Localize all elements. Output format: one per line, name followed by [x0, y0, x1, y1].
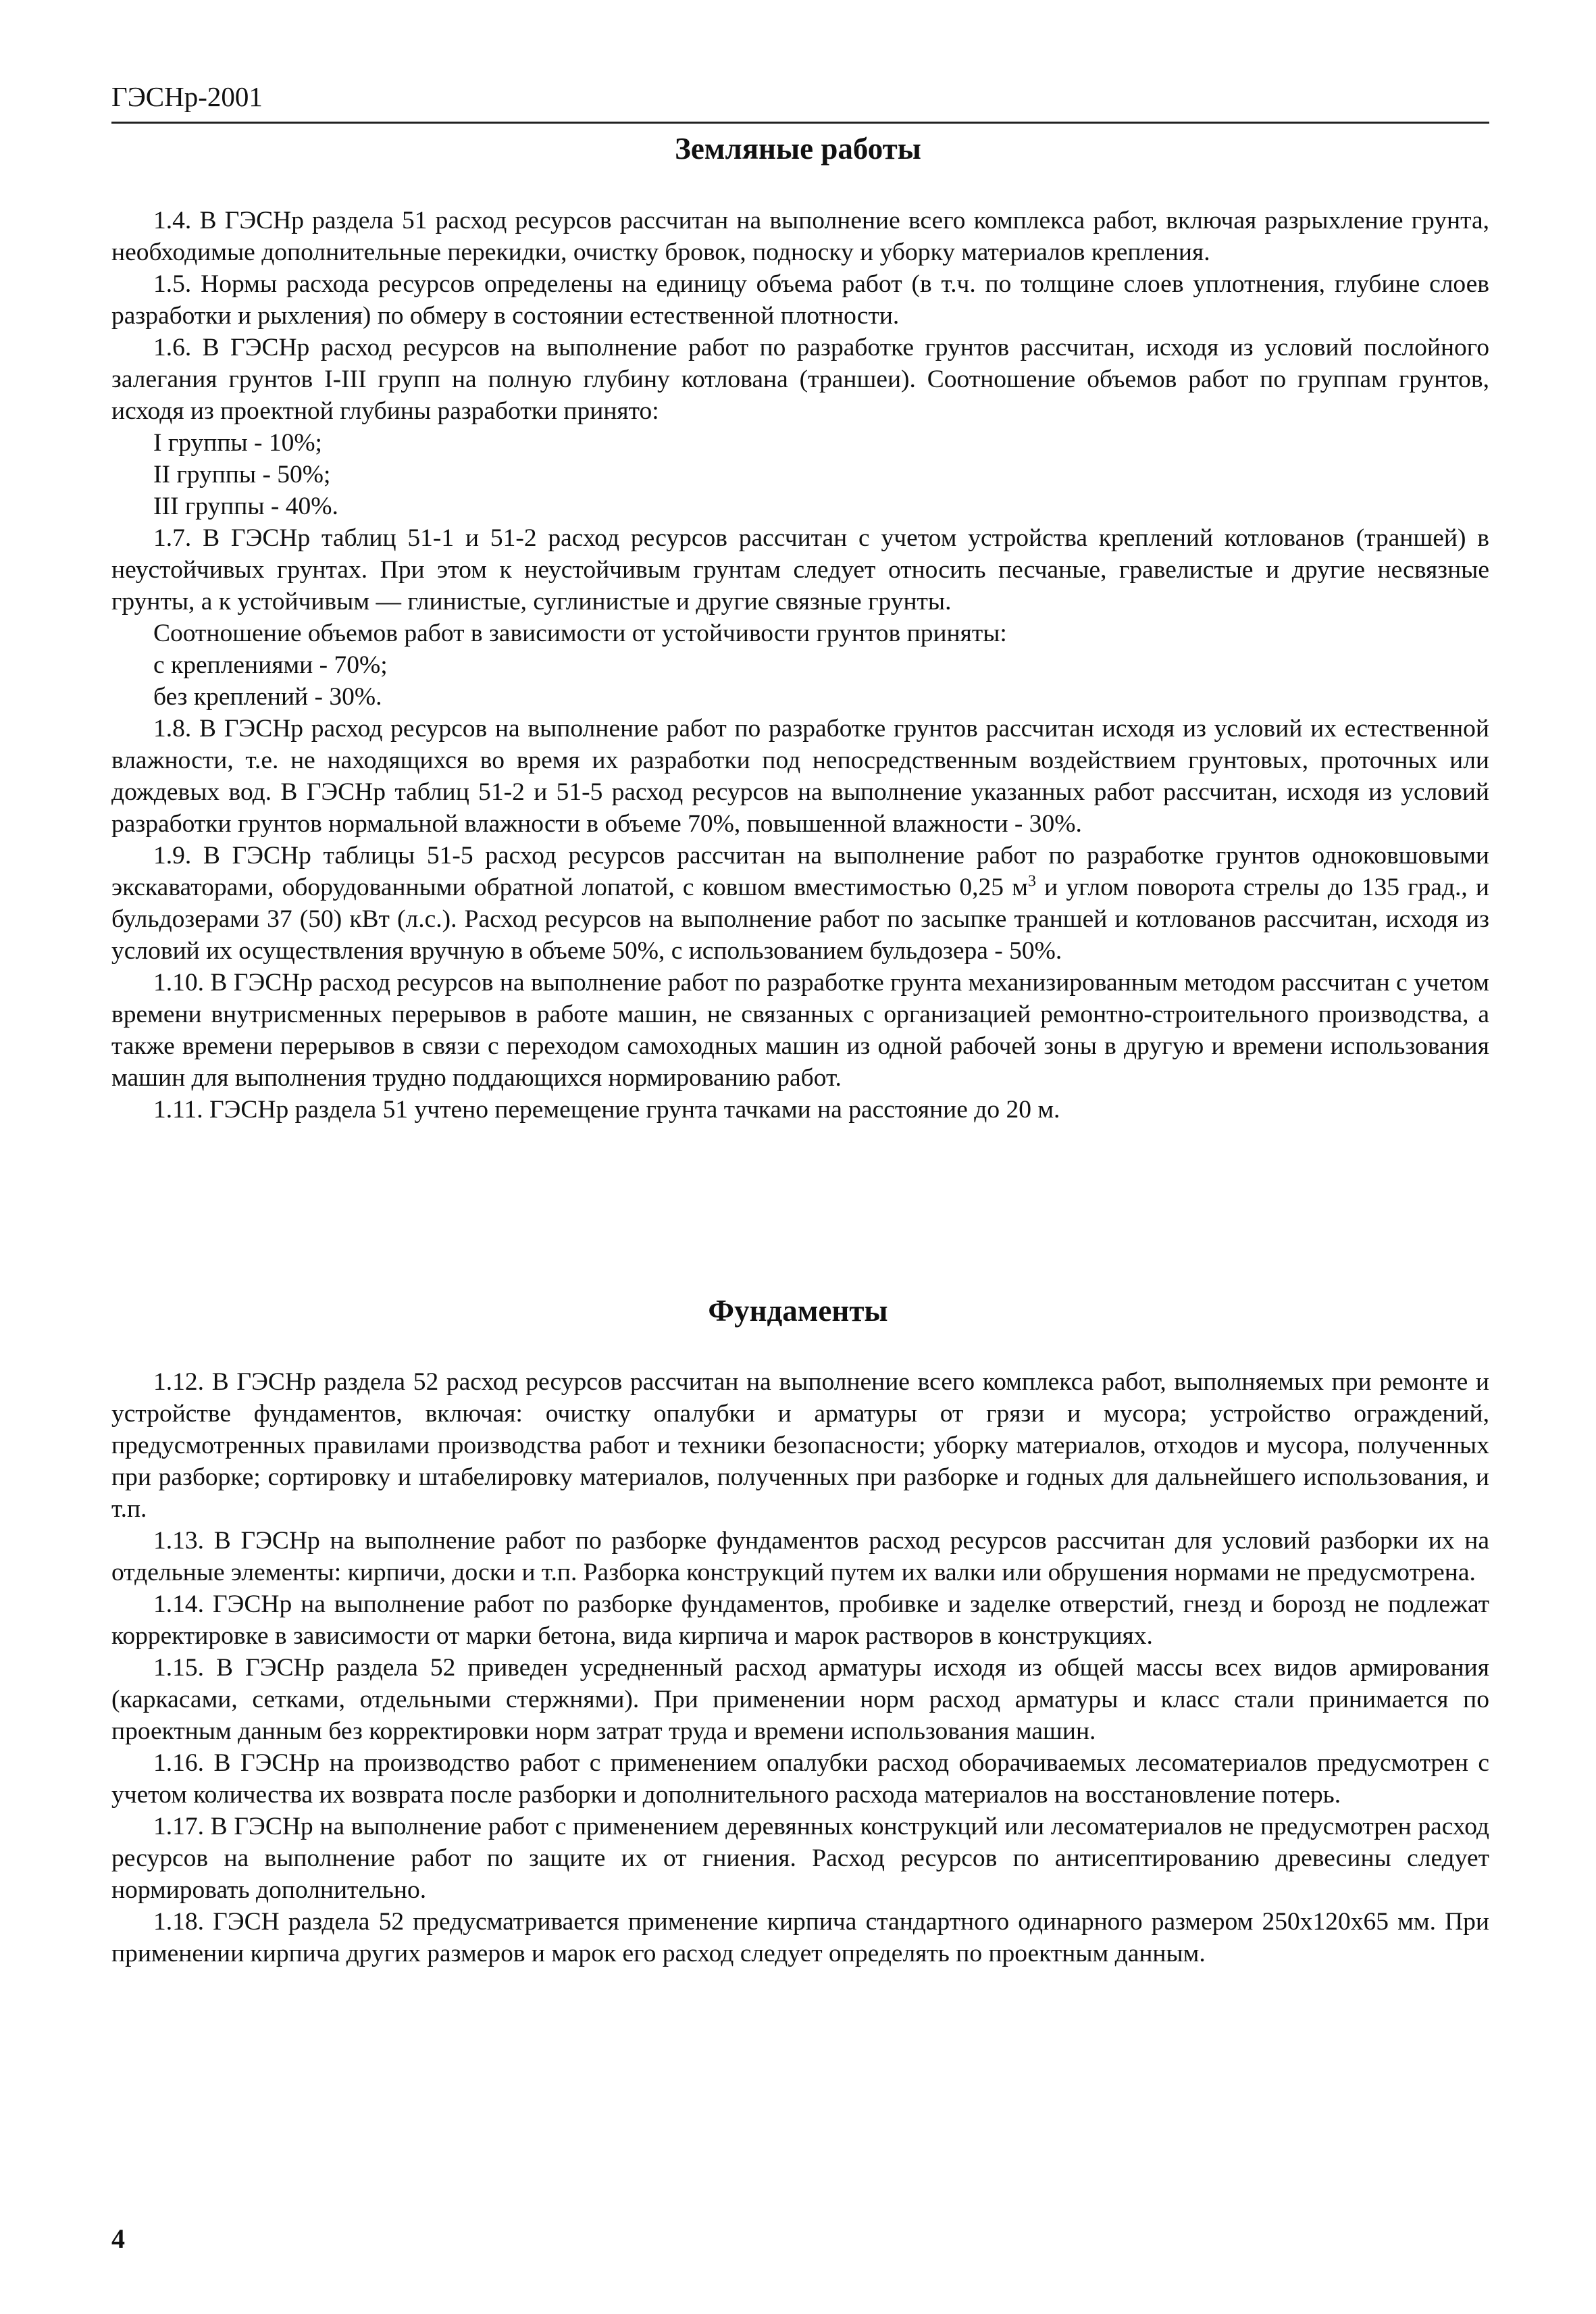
paragraph-1-11: 1.11. ГЭСНр раздела 51 учтено перемещение грунта тачками на расстояние до 20 м.: [153, 1096, 1060, 1124]
paragraph-1-7-ratio: Соотношение объемов работ в зависимости от устойчивости грунтов приняты:: [153, 620, 1007, 647]
earthworks-section: [111, 205, 1489, 1126]
paragraph-1-7: 1.7. В ГЭСНр таблиц 51-1 и 51-2 расход ресурсов рассчитан с учетом устройства креплений котлованов (траншей) в неустойчивых грунтах. При этом к неустойчивым грунтам следует относить песчаные, гравелистые и другие несвязные грунты, а к устойчивым — глинистые, суглинистые и другие связные грунты.: [111, 524, 1489, 615]
paragraph-1-15: 1.15. В ГЭСНр раздела 52 приведен усредненный расход арматуры исходя из общей массы всех видов армирования (каркасами, сетками, отдельными стержнями). При применении норм расход арматуры и класс стали принимается по проектным данным без корректировки норм затрат труда и времени использования машин.: [111, 1654, 1489, 1745]
page-header: [111, 80, 1489, 124]
paragraph-1-14: 1.14. ГЭСНр на выполнение работ по разборке фундаментов, пробивке и заделке отверстий, гнезд и борозд не подлежат корректировке в зависимости от марки бетона, вида кирпича и марок растворов в конструкциях.: [111, 1590, 1489, 1650]
paragraph-1-9: [111, 840, 1489, 967]
paragraph-1-6: 1.6. В ГЭСНр расход ресурсов на выполнение работ по разработке грунтов рассчитан, исходя из условий послойного залегания грунтов I-III групп на полную глубину котлована (траншеи). Соотношение объемов работ по группам грунтов, исходя из проектной глубины разработки принято:: [111, 334, 1489, 425]
foundations-section: [111, 1366, 1489, 1969]
paragraph-1-17: 1.17. В ГЭСНр на выполнение работ с применением деревянных конструкций или лесоматериалов не предусмотрен расход ресурсов на выполнение работ по защите их от гниения. Расход ресурсов по антисептированию древесины следует нормировать дополнительно.: [111, 1813, 1489, 1904]
list-item-group-3: III группы - 40%.: [153, 493, 338, 520]
paragraph-1-5: 1.5. Нормы расхода ресурсов определены на единицу объема работ (в т.ч. по толщине слоев уплотнения, глубине слоев разработки и рыхления) по обмеру в состоянии естественной плотности.: [111, 270, 1489, 330]
paragraph-1-10: 1.10. В ГЭСНр расход ресурсов на выполнение работ по разработке грунта механизированным методом рассчитан с учетом времени внутрисменных перерывов в работе машин, не связанных с организацией ремонтно-строительного производства, а также времени перерывов в связи с переходом самоходных машин из одной рабочей зоны в другую и времени использования машин для выполнения трудно поддающихся нормированию работ.: [111, 969, 1489, 1092]
section-title-foundations: Фундаменты: [708, 1294, 888, 1328]
section-title-earthworks: Земляные работы: [675, 132, 921, 166]
paragraph-1-4: 1.4. В ГЭСНр раздела 51 расход ресурсов рассчитан на выполнение всего комплекса работ, включая разрыхление грунта, необходимые дополнительные перекидки, очистку бровок, подноску и уборку материалов крепления.: [111, 207, 1489, 266]
cubic-superscript: 3: [1027, 872, 1036, 890]
list-item-without-fixings: без креплений - 30%.: [153, 683, 382, 711]
document-code: ГЭСНр-2001: [111, 81, 263, 112]
paragraph-1-8: 1.8. В ГЭСНр расход ресурсов на выполнение работ по разработке грунтов рассчитан исходя из условий их естественной влажности, т.е. не находящихся во время их разработки под непосредственным воздействием грунтовых, проточных или дождевых вод. В ГЭСНр таблиц 51-2 и 51-5 расход ресурсов на выполнение указанных работ рассчитан, исходя из условий разработки грунтов нормальной влажности в объеме 70%, повышенной влажности - 30%.: [111, 715, 1489, 838]
paragraph-1-9-part-a: 1.9. В ГЭСНр таблицы 51-5 расход ресурсов рассчитан на выполнение работ по разработке грунтов одноковшовыми экскаваторами, оборудованными обратной лопатой, с ковшом вместимостью 0,25 м: [111, 842, 1489, 901]
page-number: 4: [111, 2223, 125, 2254]
paragraph-1-13: 1.13. В ГЭСНр на выполнение работ по разборке фундаментов расход ресурсов рассчитан для условий разборки их на отдельные элементы: кирпичи, доски и т.п. Разборка конструкций путем их валки или обрушения нормами не предусмотрена.: [111, 1527, 1489, 1586]
paragraph-1-9-part-b: и углом поворота стрелы до 135 град., и бульдозерами 37 (50) кВт (л.с.). Расход ресурсов на выполнение работ по засыпке траншей и котлованов рассчитан, исходя из условий их осуществления вручную в объеме 50%, с использованием бульдозера - 50%.: [111, 874, 1489, 965]
list-item-group-1: I группы - 10%;: [153, 429, 322, 457]
list-item-group-2: II группы - 50%;: [153, 461, 331, 488]
list-item-with-fixings: с креплениями - 70%;: [153, 651, 388, 679]
paragraph-1-18: 1.18. ГЭСН раздела 52 предусматривается применение кирпича стандартного одинарного размером 250х120х65 мм. При применении кирпича других размеров и марок его расход следует определять по проектным данным.: [111, 1908, 1489, 1967]
paragraph-1-12: 1.12. В ГЭСНр раздела 52 расход ресурсов рассчитан на выполнение всего комплекса работ, выполняемых при ремонте и устройстве фундаментов, включая: очистку опалубки и арматуры от грязи и мусора; устройство ограждений, предусмотренных правилами производства работ и техники безопасности; уборку материалов, отходов и мусора, полученных при разборке; сортировку и штабелировку материалов, полученных при разборке и годных для дальнейшего использования, и т.п.: [111, 1368, 1489, 1523]
paragraph-1-16: 1.16. В ГЭСНр на производство работ с применением опалубки расход оборачиваемых лесоматериалов предусмотрен с учетом количества их возврата после разборки и дополнительного расхода материалов на восстановление потерь.: [111, 1749, 1489, 1809]
